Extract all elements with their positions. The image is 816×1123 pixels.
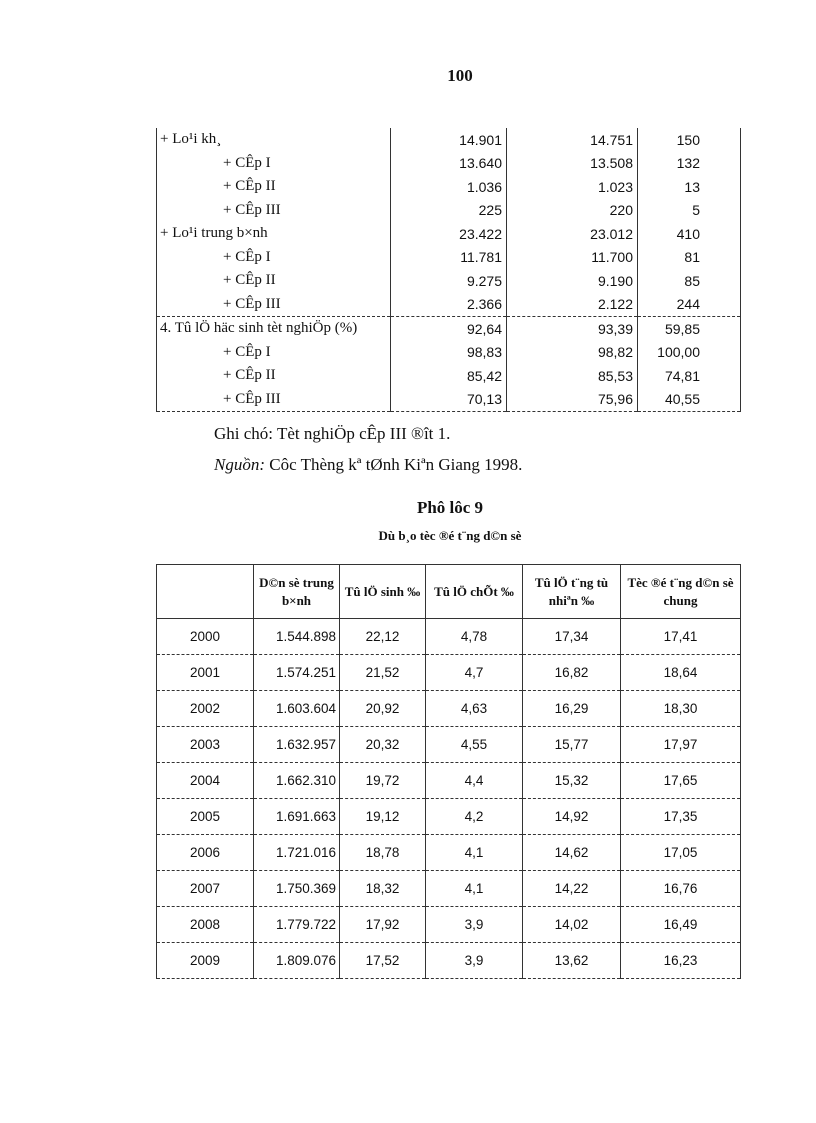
- cell-death-rate: 4,55: [426, 727, 523, 763]
- cell-year: 2002: [157, 691, 254, 727]
- cell-year: 2008: [157, 907, 254, 943]
- value-col-1: 11.781: [391, 246, 507, 270]
- cell-natural-growth: 17,34: [523, 619, 621, 655]
- row-label: + CÊp I: [157, 152, 391, 176]
- header-death-rate: Tû lÖ chÕt ‰: [426, 565, 523, 619]
- cell-total-growth: 17,97: [621, 727, 741, 763]
- cell-natural-growth: 14,22: [523, 871, 621, 907]
- table-row: [157, 293, 741, 317]
- cell-birth-rate: 19,12: [340, 799, 426, 835]
- value-col-2: 9.190: [507, 269, 638, 293]
- cell-year: 2003: [157, 727, 254, 763]
- cell-year: 2005: [157, 799, 254, 835]
- value-col-2: 93,39: [507, 317, 638, 341]
- cell-population: 1.809.076: [254, 943, 340, 979]
- graduation-note: Ghi chó: Tèt nghiÖp cÊp III ®ît 1.: [214, 424, 451, 443]
- header-population: D©n sè trung b×nh: [254, 565, 340, 619]
- value-col-2: 11.700: [507, 246, 638, 270]
- cell-death-rate: 3,9: [426, 943, 523, 979]
- cell-total-growth: 16,76: [621, 871, 741, 907]
- cell-natural-growth: 14,02: [523, 907, 621, 943]
- table-row: [157, 246, 741, 270]
- cell-birth-rate: 18,32: [340, 871, 426, 907]
- value-col-1: 98,83: [391, 341, 507, 365]
- table-row: [157, 152, 741, 176]
- value-col-2: 220: [507, 199, 638, 223]
- population-forecast-table: [156, 564, 741, 979]
- cell-death-rate: 4,2: [426, 799, 523, 835]
- value-col-1: 1.036: [391, 175, 507, 199]
- row-label: + CÊp III: [157, 199, 391, 223]
- table-row: [157, 907, 741, 943]
- table-row: [157, 871, 741, 907]
- table-row: [157, 619, 741, 655]
- source-label: Nguồn:: [214, 455, 265, 474]
- value-col-3: 74,81: [638, 364, 741, 388]
- source-text: Côc Thèng kª tØnh Kiªn Giang 1998.: [265, 455, 523, 474]
- cell-population: 1.603.604: [254, 691, 340, 727]
- source-note: [214, 455, 522, 475]
- cell-natural-growth: 14,62: [523, 835, 621, 871]
- value-col-2: 1.023: [507, 175, 638, 199]
- table-row: [157, 269, 741, 293]
- value-col-1: 92,64: [391, 317, 507, 341]
- table-row: [157, 727, 741, 763]
- cell-natural-growth: 15,32: [523, 763, 621, 799]
- forecast-header-row: [157, 565, 741, 619]
- cell-death-rate: 4,78: [426, 619, 523, 655]
- cell-total-growth: 16,23: [621, 943, 741, 979]
- table-row: [157, 222, 741, 246]
- cell-total-growth: 17,41: [621, 619, 741, 655]
- row-label: + CÊp II: [157, 269, 391, 293]
- cell-total-growth: 17,05: [621, 835, 741, 871]
- value-col-1: 13.640: [391, 152, 507, 176]
- row-label: + Lo¹i kh¸: [157, 128, 391, 152]
- cell-population: 1.544.898: [254, 619, 340, 655]
- cell-natural-growth: 16,82: [523, 655, 621, 691]
- value-col-3: 81: [638, 246, 741, 270]
- value-col-2: 13.508: [507, 152, 638, 176]
- value-col-1: 9.275: [391, 269, 507, 293]
- row-label: + CÊp III: [157, 388, 391, 412]
- cell-total-growth: 18,30: [621, 691, 741, 727]
- header-natural-growth: Tû lÖ t¨ng tù nhiªn ‰: [523, 565, 621, 619]
- value-col-2: 23.012: [507, 222, 638, 246]
- value-col-2: 14.751: [507, 128, 638, 152]
- table-row: [157, 799, 741, 835]
- value-col-3: 132: [638, 152, 741, 176]
- header-year: [157, 565, 254, 619]
- cell-death-rate: 4,4: [426, 763, 523, 799]
- cell-birth-rate: 20,92: [340, 691, 426, 727]
- row-label: + CÊp II: [157, 175, 391, 199]
- value-col-3: 150: [638, 128, 741, 152]
- cell-birth-rate: 22,12: [340, 619, 426, 655]
- cell-total-growth: 18,64: [621, 655, 741, 691]
- cell-death-rate: 4,7: [426, 655, 523, 691]
- value-col-1: 23.422: [391, 222, 507, 246]
- cell-birth-rate: 20,32: [340, 727, 426, 763]
- table-row: [157, 763, 741, 799]
- cell-birth-rate: 19,72: [340, 763, 426, 799]
- cell-year: 2009: [157, 943, 254, 979]
- cell-birth-rate: 17,92: [340, 907, 426, 943]
- row-label: + CÊp II: [157, 364, 391, 388]
- header-total-growth: Tèc ®é t¨ng d©n sè chung: [621, 565, 741, 619]
- value-col-2: 2.122: [507, 293, 638, 317]
- value-col-1: 225: [391, 199, 507, 223]
- value-col-2: 75,96: [507, 388, 638, 412]
- cell-population: 1.632.957: [254, 727, 340, 763]
- value-col-2: 85,53: [507, 364, 638, 388]
- cell-population: 1.574.251: [254, 655, 340, 691]
- table-row: [157, 128, 741, 152]
- table-row: [157, 175, 741, 199]
- cell-total-growth: 17,65: [621, 763, 741, 799]
- row-label: + Lo¹i trung b×nh: [157, 222, 391, 246]
- cell-natural-growth: 13,62: [523, 943, 621, 979]
- cell-year: 2004: [157, 763, 254, 799]
- value-col-3: 59,85: [638, 317, 741, 341]
- header-birth-rate: Tû lÖ sinh ‰: [340, 565, 426, 619]
- cell-total-growth: 17,35: [621, 799, 741, 835]
- table-row: [157, 388, 741, 412]
- table-row: [157, 199, 741, 223]
- value-col-3: 100,00: [638, 341, 741, 365]
- table-row: [157, 317, 741, 341]
- cell-year: 2006: [157, 835, 254, 871]
- row-label: + CÊp I: [157, 341, 391, 365]
- page-number: 100: [447, 66, 473, 85]
- value-col-3: 40,55: [638, 388, 741, 412]
- value-col-1: 70,13: [391, 388, 507, 412]
- cell-population: 1.662.310: [254, 763, 340, 799]
- cell-natural-growth: 16,29: [523, 691, 621, 727]
- appendix-subtitle: Dù b¸o tèc ®é t¨ng d©n sè: [378, 528, 522, 543]
- value-col-2: 98,82: [507, 341, 638, 365]
- cell-year: 2000: [157, 619, 254, 655]
- cell-population: 1.779.722: [254, 907, 340, 943]
- cell-death-rate: 3,9: [426, 907, 523, 943]
- cell-population: 1.691.663: [254, 799, 340, 835]
- value-col-3: 13: [638, 175, 741, 199]
- cell-year: 2001: [157, 655, 254, 691]
- table-row: [157, 835, 741, 871]
- value-col-3: 244: [638, 293, 741, 317]
- table-row: [157, 691, 741, 727]
- cell-death-rate: 4,1: [426, 871, 523, 907]
- value-col-1: 85,42: [391, 364, 507, 388]
- continuation-table: [156, 128, 741, 412]
- row-label: + CÊp III: [157, 293, 391, 317]
- cell-birth-rate: 21,52: [340, 655, 426, 691]
- appendix-title: Phô lôc 9: [416, 498, 484, 517]
- cell-birth-rate: 18,78: [340, 835, 426, 871]
- cell-total-growth: 16,49: [621, 907, 741, 943]
- cell-natural-growth: 14,92: [523, 799, 621, 835]
- table-row: [157, 943, 741, 979]
- cell-population: 1.750.369: [254, 871, 340, 907]
- table-row: [157, 341, 741, 365]
- cell-death-rate: 4,1: [426, 835, 523, 871]
- value-col-1: 14.901: [391, 128, 507, 152]
- cell-death-rate: 4,63: [426, 691, 523, 727]
- cell-natural-growth: 15,77: [523, 727, 621, 763]
- cell-birth-rate: 17,52: [340, 943, 426, 979]
- table-row: [157, 364, 741, 388]
- value-col-3: 410: [638, 222, 741, 246]
- value-col-1: 2.366: [391, 293, 507, 317]
- cell-year: 2007: [157, 871, 254, 907]
- cell-population: 1.721.016: [254, 835, 340, 871]
- row-label: + CÊp I: [157, 246, 391, 270]
- value-col-3: 85: [638, 269, 741, 293]
- table-row: [157, 655, 741, 691]
- row-label: 4. Tû lÖ häc sinh tèt nghiÖp (%): [157, 317, 391, 341]
- value-col-3: 5: [638, 199, 741, 223]
